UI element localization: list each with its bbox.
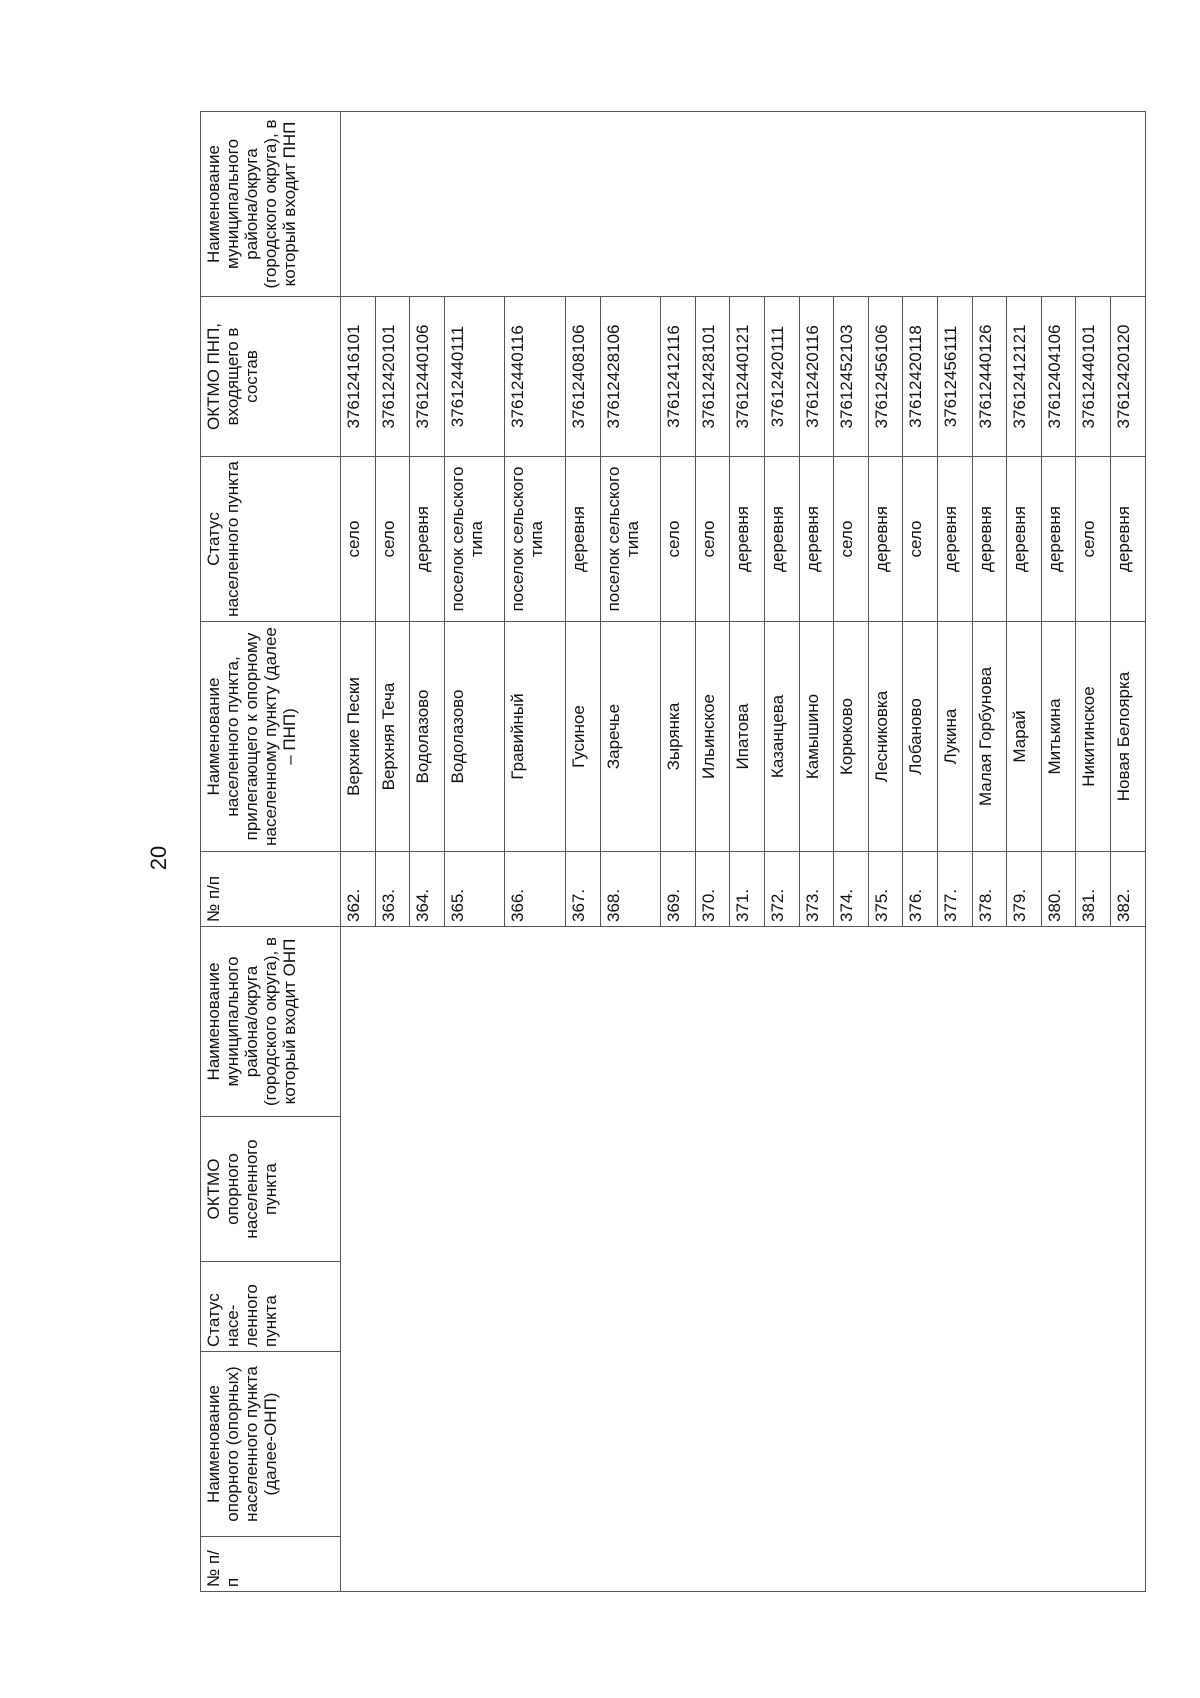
header-pnp-name: Наименование населенного пункта, прилегающего к опорному населенному пункту (далее – ПНП) bbox=[201, 622, 341, 852]
pnp-district-empty-cell bbox=[341, 112, 1146, 297]
header-pnp-status: Статус населенного пункта bbox=[201, 457, 341, 622]
pnp-name: Митькина bbox=[1041, 622, 1076, 852]
pnp-status: село bbox=[341, 457, 376, 622]
header-pnp-oktmo: ОКТМО ПНП, входящего в состав bbox=[201, 297, 341, 457]
row-num: 363. bbox=[375, 852, 410, 927]
table-body bbox=[341, 112, 1146, 1592]
pnp-name: Зырянка bbox=[661, 622, 696, 852]
header-onp-district: Наименование муниципального района/округа (городского округа), в который входит ОНП bbox=[201, 927, 341, 1117]
pnp-name: Водолазово bbox=[410, 622, 445, 852]
row-num: 364. bbox=[410, 852, 445, 927]
row-num: 371. bbox=[730, 852, 765, 927]
table-row bbox=[341, 112, 376, 1592]
header-num-onp: № п/п bbox=[201, 1537, 341, 1592]
pnp-oktmo: 37612420101 bbox=[375, 297, 410, 457]
header-row bbox=[201, 112, 341, 1592]
row-num: 365. bbox=[444, 852, 505, 927]
row-num: 377. bbox=[938, 852, 973, 927]
pnp-name: Камышино bbox=[799, 622, 834, 852]
row-num: 366. bbox=[505, 852, 566, 927]
row-num: 381. bbox=[1076, 852, 1111, 927]
pnp-status: село bbox=[375, 457, 410, 622]
pnp-status: деревня bbox=[410, 457, 445, 622]
pnp-oktmo: 37612420111 bbox=[765, 297, 800, 457]
pnp-name: Гравийный bbox=[505, 622, 566, 852]
settlements-table bbox=[200, 111, 1146, 1592]
pnp-status: деревня bbox=[1041, 457, 1076, 622]
pnp-name: Водолазово bbox=[444, 622, 505, 852]
row-num: 372. bbox=[765, 852, 800, 927]
row-num: 375. bbox=[868, 852, 903, 927]
pnp-status: поселок сельского типа bbox=[444, 457, 505, 622]
row-num: 382. bbox=[1111, 852, 1146, 927]
pnp-name: Верхние Пески bbox=[341, 622, 376, 852]
pnp-oktmo: 37612456106 bbox=[868, 297, 903, 457]
pnp-oktmo: 37612440101 bbox=[1076, 297, 1111, 457]
pnp-oktmo: 37612440116 bbox=[505, 297, 566, 457]
pnp-status: деревня bbox=[765, 457, 800, 622]
pnp-name: Ипатова bbox=[730, 622, 765, 852]
pnp-name: Лобаново bbox=[903, 622, 938, 852]
pnp-oktmo: 37612428106 bbox=[600, 297, 661, 457]
pnp-oktmo: 37612440126 bbox=[972, 297, 1007, 457]
pnp-oktmo: 37612404106 bbox=[1041, 297, 1076, 457]
pnp-name: Малая Горбунова bbox=[972, 622, 1007, 852]
onp-empty-cell bbox=[341, 927, 1146, 1592]
pnp-status: деревня bbox=[868, 457, 903, 622]
row-num: 380. bbox=[1041, 852, 1076, 927]
pnp-status: деревня bbox=[565, 457, 600, 622]
pnp-oktmo: 37612412121 bbox=[1007, 297, 1042, 457]
pnp-oktmo: 37612412116 bbox=[661, 297, 696, 457]
pnp-oktmo: 37612456111 bbox=[938, 297, 973, 457]
pnp-oktmo: 37612420120 bbox=[1111, 297, 1146, 457]
row-num: 374. bbox=[834, 852, 869, 927]
pnp-name: Верхняя Теча bbox=[375, 622, 410, 852]
row-num: 376. bbox=[903, 852, 938, 927]
pnp-status: деревня bbox=[799, 457, 834, 622]
pnp-status: село bbox=[834, 457, 869, 622]
row-num: 379. bbox=[1007, 852, 1042, 927]
pnp-oktmo: 37612440106 bbox=[410, 297, 445, 457]
rotated-table-container bbox=[200, 112, 1146, 1592]
pnp-name: Ильинское bbox=[695, 622, 730, 852]
header-onp-status: Статус насе-ленного пункта bbox=[201, 1262, 341, 1352]
pnp-status: деревня bbox=[730, 457, 765, 622]
header-onp-oktmo: ОКТМО опорного населенного пункта bbox=[201, 1117, 341, 1262]
pnp-status: село bbox=[1076, 457, 1111, 622]
pnp-oktmo: 37612416101 bbox=[341, 297, 376, 457]
pnp-status: село bbox=[903, 457, 938, 622]
pnp-status: деревня bbox=[972, 457, 1007, 622]
pnp-oktmo: 37612420116 bbox=[799, 297, 834, 457]
row-num: 368. bbox=[600, 852, 661, 927]
row-num: 362. bbox=[341, 852, 376, 927]
pnp-name: Гусиное bbox=[565, 622, 600, 852]
pnp-status: деревня bbox=[1007, 457, 1042, 622]
pnp-oktmo: 37612440111 bbox=[444, 297, 505, 457]
pnp-status: деревня bbox=[1111, 457, 1146, 622]
row-num: 378. bbox=[972, 852, 1007, 927]
pnp-status: село bbox=[695, 457, 730, 622]
row-num: 373. bbox=[799, 852, 834, 927]
pnp-status: поселок сельского типа bbox=[505, 457, 566, 622]
row-num: 369. bbox=[661, 852, 696, 927]
pnp-name: Корюково bbox=[834, 622, 869, 852]
pnp-name: Лукина bbox=[938, 622, 973, 852]
pnp-name: Никитинское bbox=[1076, 622, 1111, 852]
pnp-status: село bbox=[661, 457, 696, 622]
header-onp-name: Наименование опорного (опорных) населенного пункта (далее-ОНП) bbox=[201, 1352, 341, 1537]
pnp-name: Лесниковка bbox=[868, 622, 903, 852]
pnp-name: Новая Белоярка bbox=[1111, 622, 1146, 852]
pnp-oktmo: 37612408106 bbox=[565, 297, 600, 457]
header-pnp-district: Наименование муниципального района/округа (городского округа), в который входит ПНП bbox=[201, 112, 341, 297]
pnp-status: деревня bbox=[938, 457, 973, 622]
page-number: 20 bbox=[146, 845, 171, 871]
pnp-oktmo: 37612420118 bbox=[903, 297, 938, 457]
pnp-status: поселок сельского типа bbox=[600, 457, 661, 622]
row-num: 367. bbox=[565, 852, 600, 927]
pnp-oktmo: 37612440121 bbox=[730, 297, 765, 457]
header-num-pnp: № п/п bbox=[201, 852, 341, 927]
pnp-name: Заречье bbox=[600, 622, 661, 852]
pnp-name: Казанцева bbox=[765, 622, 800, 852]
pnp-name: Марай bbox=[1007, 622, 1042, 852]
pnp-oktmo: 37612452103 bbox=[834, 297, 869, 457]
row-num: 370. bbox=[695, 852, 730, 927]
pnp-oktmo: 37612428101 bbox=[695, 297, 730, 457]
